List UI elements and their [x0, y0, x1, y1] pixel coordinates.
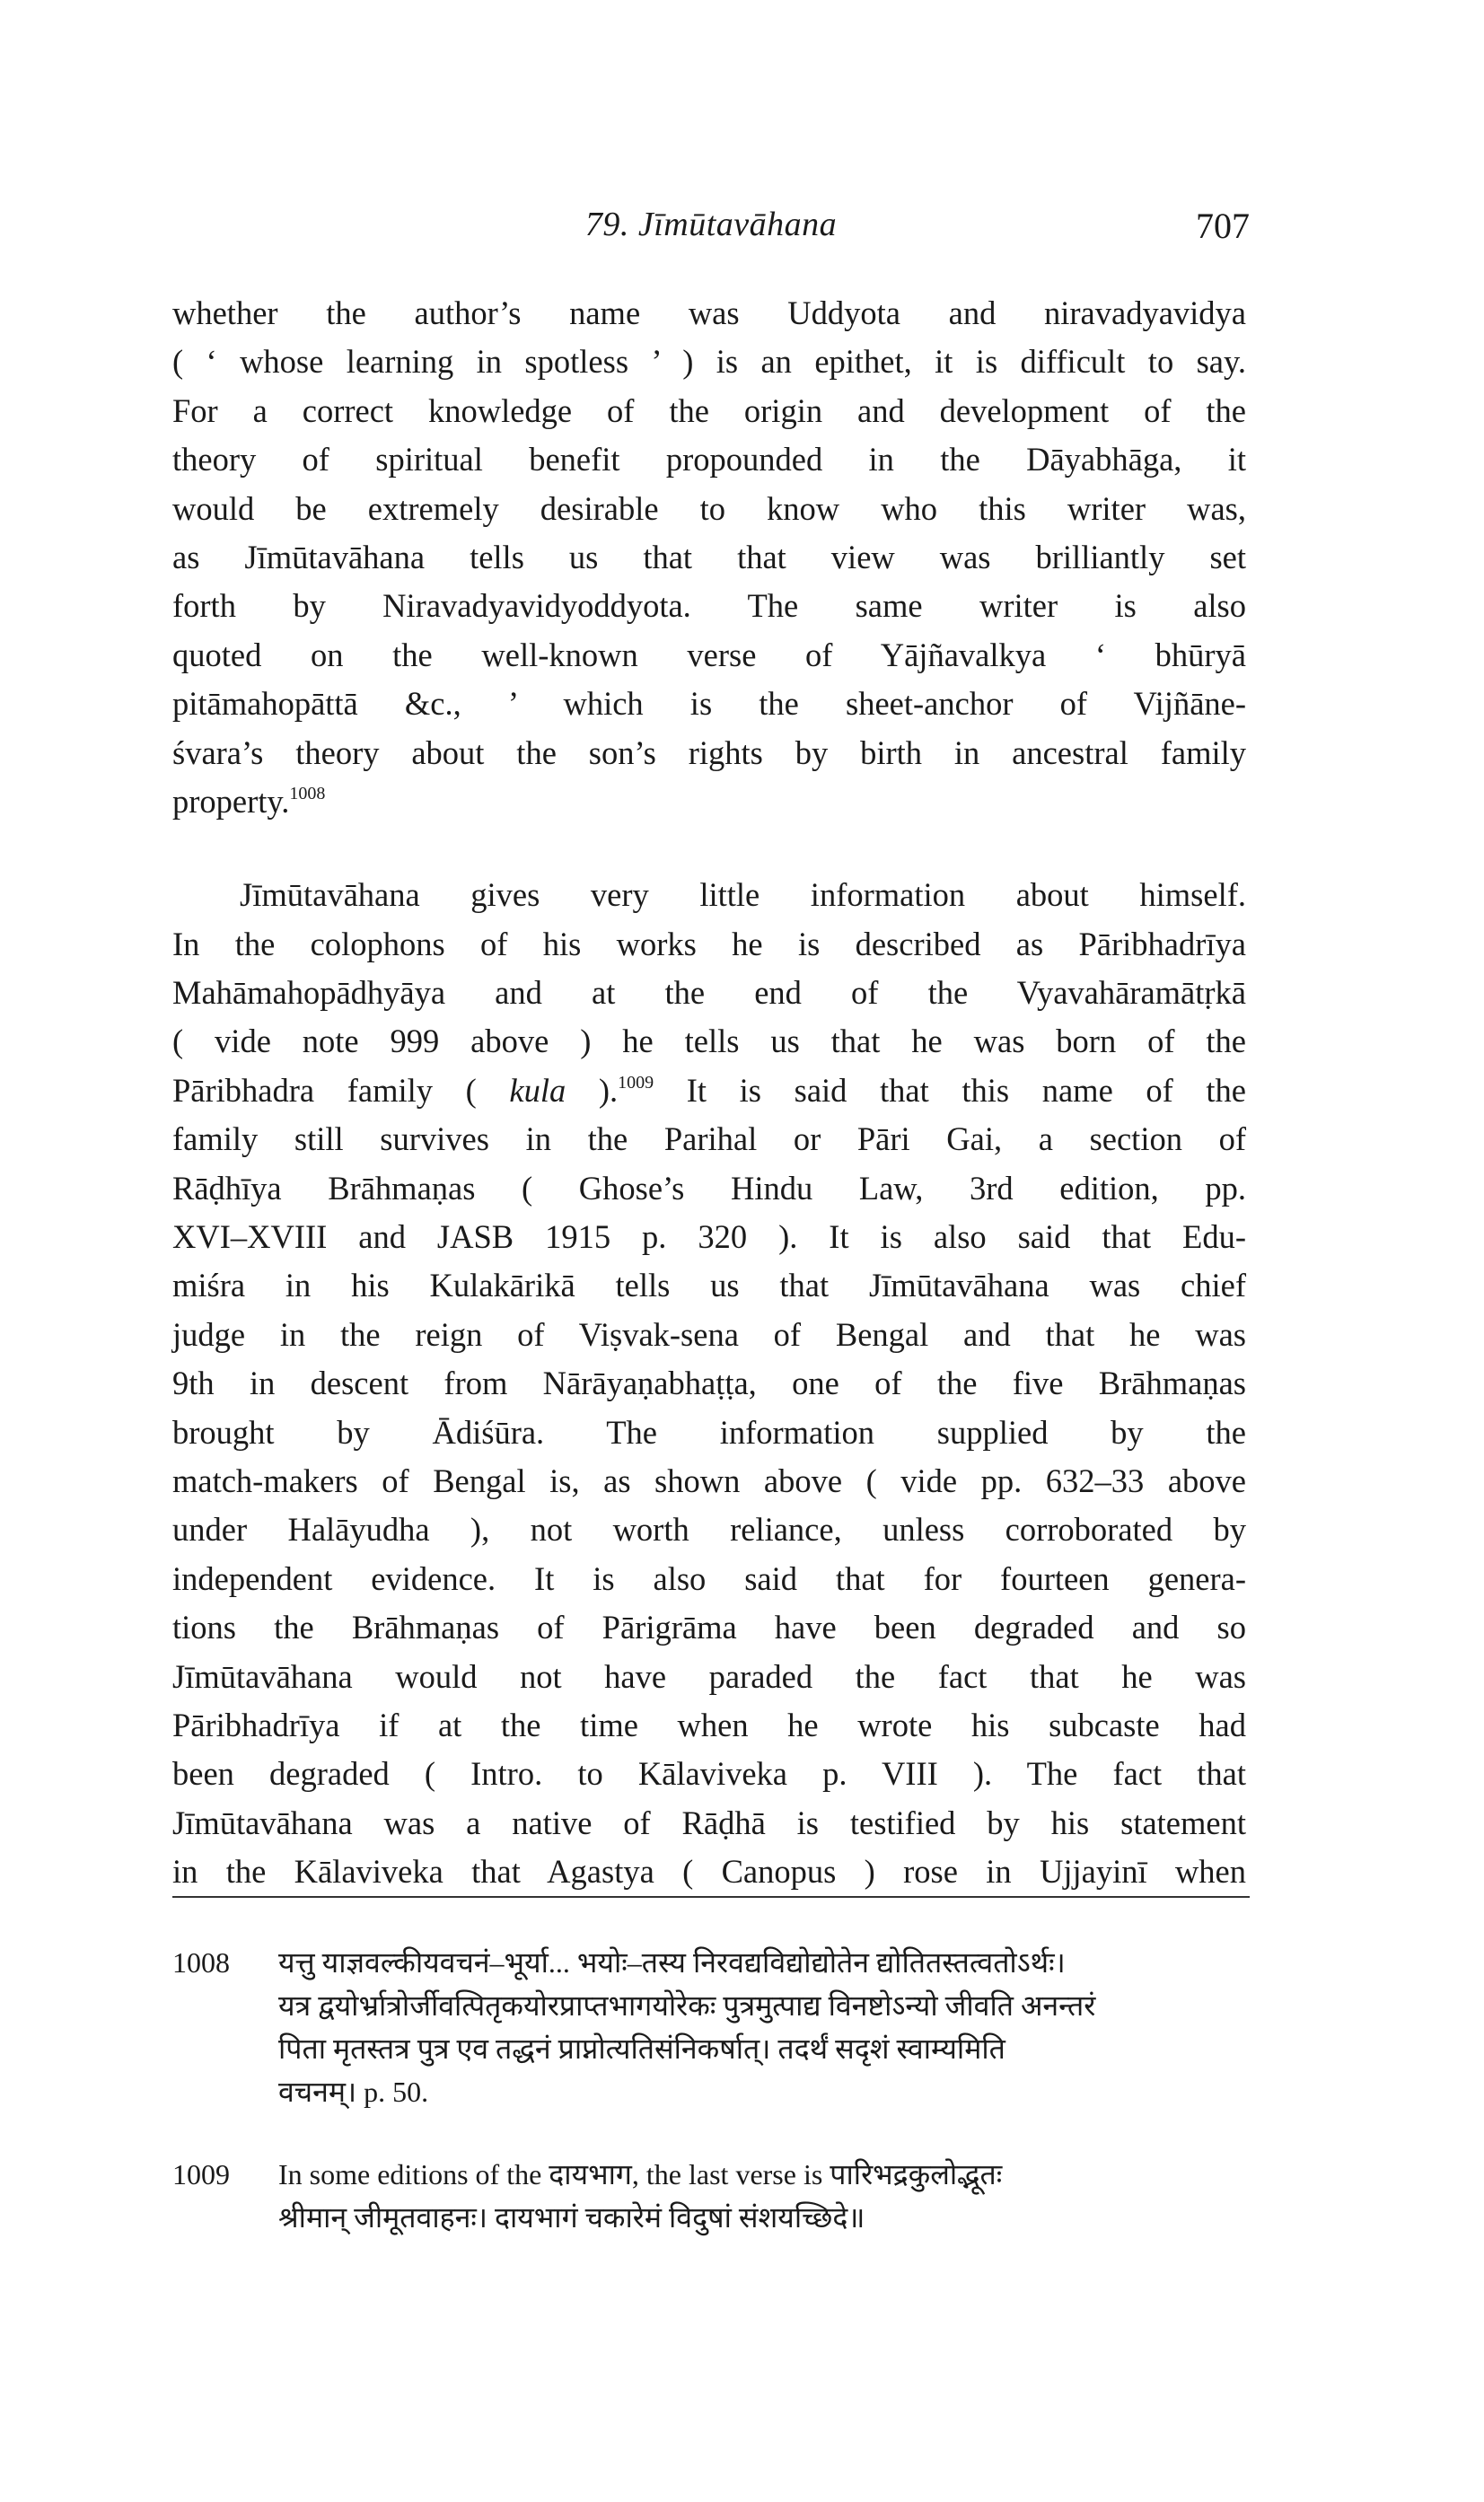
footnote-ref-1009[interactable]: 1009: [618, 1072, 654, 1093]
text-line: 9th in descent from Nārāyaṇabhaṭṭa, one of the five Brāhmaṇas: [172, 1365, 1246, 1402]
running-title: 79. Jīmūtavāhana: [584, 206, 838, 243]
footnote-line: पिता मृतस्तत्र पुत्र एव तद्धनं प्राप्नोत्यतिसंनिकर्षात्। तदर्थं सदृशं स्वाम्यमिति: [278, 2032, 1005, 2065]
text-line: Jīmūtavāhana would not have paraded the fact that he was: [172, 1657, 1246, 1695]
footnote-1009: [172, 2153, 1250, 2239]
footnote-line: श्रीमान् जीमूतवाहनः। दायभागं चकारेमं विदुषां संशयच्छिदे॥: [278, 2201, 865, 2234]
text-line: [172, 1067, 1246, 1115]
footnote-number: 1009: [172, 2158, 230, 2190]
text-line: In the colophons of his works he is described as Pāribhadrīya: [172, 925, 1246, 962]
footnote-line: यत्र द्वयोर्भ्रात्रोर्जीवत्पितृकयोरप्राप्तभागयोरेकः पुत्रमुत्पाद्य विनष्टोऽन्यो जीवति अनन्तरं: [278, 1989, 1096, 2022]
footnote-line: In some editions of the दायभाग, the last verse is पारिभद्रकुलोद्भूतः: [278, 2158, 1003, 2190]
text-line: theory of spiritual benefit propounded in the Dāyabhāga, it: [172, 441, 1246, 478]
text-line: For a correct knowledge of the origin and development of the: [172, 391, 1246, 429]
footnote-divider: [172, 1896, 1250, 1898]
text-line: would be extremely desirable to know who this writer was,: [172, 489, 1246, 527]
text-line: ( vide note 999 above ) he tells us that he was born of the: [172, 1023, 1246, 1060]
text-line: forth by Niravadyavidyoddyota. The same writer is also: [172, 587, 1246, 625]
text-line: independent evidence. It is also said that for fourteen genera-: [172, 1559, 1246, 1597]
text-line: Rāḍhīya Brāhmaṇas ( Ghose’s Hindu Law, 3rd edition, pp.: [172, 1169, 1246, 1207]
text-line: brought by Ādiśūra. The information supplied by the: [172, 1413, 1246, 1451]
text-line: whether the author’s name was Uddyota and niravadyavidya: [172, 294, 1246, 331]
text-line: XVI–XVIII and JASB 1915 p. 320 ). It is also said that Edu-: [172, 1218, 1246, 1256]
text-line: been degraded ( Intro. to Kālaviveka p. VIII ). The fact that: [172, 1755, 1246, 1793]
text-line: ( ‘ whose learning in spotless ’ ) is an epithet, it is difficult to say.: [172, 343, 1246, 381]
text-line: [172, 777, 1246, 826]
text-line: pitāmahopāttā &c., ’ which is the sheet-anchor of Vijñāne-: [172, 685, 1246, 723]
footnote-body: [278, 2153, 1250, 2239]
footnote-line: वचनम्। p. 50.: [278, 2076, 429, 2108]
text-line: Pāribhadrīya if at the time when he wrote his subcaste had: [172, 1706, 1246, 1743]
paragraph-gap: [172, 826, 1246, 871]
text-line: miśra in his Kulakārikā tells us that Jīmūtavāhana was chief: [172, 1267, 1246, 1304]
text-line: Mahāmahopādhyāya and at the end of the Vyavahāramātṛkā: [172, 974, 1246, 1012]
footnote-line: यत्तु याज्ञवल्कीयवचनं–भूर्या... भयोः–तस्य निरवद्यविद्योद्योतेन द्योतितस्तत्वतोऽर्थः।: [278, 1946, 1066, 1979]
footnote-number: 1008: [172, 1946, 230, 1979]
text-fragment: Pāribhadra family (: [172, 1071, 510, 1109]
footnotes: [172, 1941, 1250, 2239]
footnote-gap: [172, 2113, 1250, 2153]
text-line: under Halāyudha ), not worth reliance, unless corroborated by: [172, 1511, 1246, 1549]
text-line: match-makers of Bengal is, as shown above ( vide pp. 632–33 above: [172, 1462, 1246, 1499]
text-line: tions the Brāhmaṇas of Pārigrāma have been degraded and so: [172, 1609, 1246, 1646]
text-fragment: It is said that this name of the: [654, 1071, 1246, 1109]
italic-term: kula: [509, 1071, 566, 1109]
text-line: in the Kālaviveka that Agastya ( Canopus ) rose in Ujjayinī when: [172, 1853, 1246, 1891]
text-line: Jīmūtavāhana gives very little information about himself.: [240, 876, 1246, 914]
paragraph-2: [172, 871, 1246, 1896]
page-number: 707: [1196, 206, 1250, 246]
text-line: judge in the reign of Viṣvak-sena of Bengal and that he was: [172, 1315, 1246, 1353]
main-text: [172, 289, 1246, 1897]
paragraph-1: [172, 289, 1246, 826]
footnote-1008: [172, 1941, 1250, 2113]
text-line: śvara’s theory about the son’s rights by birth in ancestral family: [172, 733, 1246, 771]
text-line: family still survives in the Parihal or Pāri Gai, a section of: [172, 1120, 1246, 1158]
footnote-body: [278, 1941, 1250, 2113]
footnote-ref-1008[interactable]: 1008: [289, 783, 326, 803]
text-fragment: ).: [566, 1071, 619, 1109]
text-line: quoted on the well-known verse of Yājñavalkya ‘ bhūryā: [172, 636, 1246, 673]
page-header: [172, 205, 1250, 255]
text-line: Jīmūtavāhana was a native of Rāḍhā is testified by his statement: [172, 1804, 1246, 1841]
text-fragment: property.: [172, 782, 290, 820]
text-line: as Jīmūtavāhana tells us that that view was brilliantly set: [172, 538, 1246, 575]
